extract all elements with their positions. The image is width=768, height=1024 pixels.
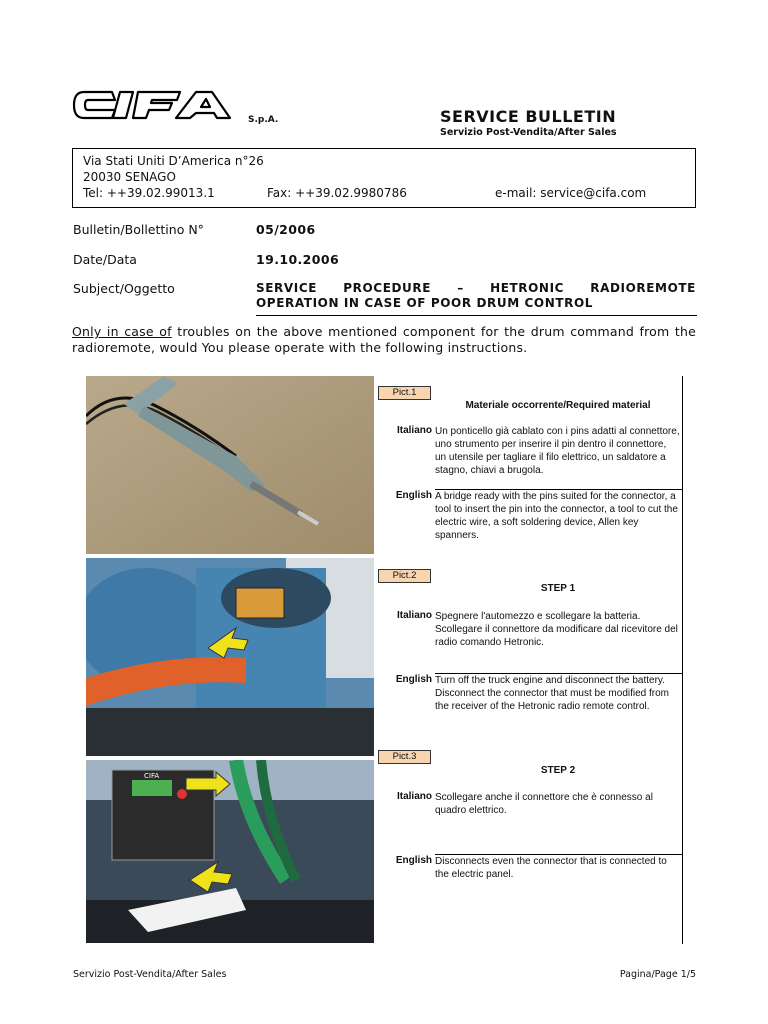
subject-word: SERVICE xyxy=(256,281,318,295)
subject-word: – xyxy=(457,281,464,295)
subject-label: Subject/Oggetto xyxy=(73,281,175,296)
bulletin-value: 05/2006 xyxy=(256,222,316,237)
photo-required-material xyxy=(86,376,374,554)
subject-value xyxy=(256,281,696,311)
step-text-italiano: Un ponticello già cablato con i pins adatti al connettore, uno strumento per inserire il pin dentro il connettore, un utensile per tagliare il filo elettrico, un saldatore a stagno, chiavi a brugola. xyxy=(435,426,680,476)
step-text-italiano: Spegnere l'automezzo e scollegare la batteria. Scollegare il connettore da modificare dal ricevitore del radio comando Hetronic. xyxy=(435,611,678,648)
table-right-border xyxy=(682,376,683,944)
lang-label-italiano: Italiano xyxy=(396,425,432,436)
address-city: 20030 SENAGO xyxy=(83,170,176,184)
date-value: 19.10.2006 xyxy=(256,252,340,267)
subject-word: RADIOREMOTE xyxy=(590,281,696,295)
pict-label-3: Pict.3 xyxy=(378,750,431,764)
step-text-english: Disconnects even the connector that is connected to the electric panel. xyxy=(435,856,667,880)
footer-left: Servizio Post-Vendita/After Sales xyxy=(73,969,227,980)
address-fax: Fax: ++39.02.9980786 xyxy=(267,186,407,200)
step-text-english: A bridge ready with the pins suited for the connector, a tool to insert the pin into the connector, a tool to cut the electric wire, a soft soldering device, Allen key spanners. xyxy=(435,491,678,541)
step-heading-2: STEP 1 xyxy=(540,583,576,594)
address-street: Via Stati Uniti D’America n°26 xyxy=(83,154,264,168)
subject-word: PROCEDURE xyxy=(343,281,432,295)
lang-label-italiano: Italiano xyxy=(396,610,432,621)
subject-divider xyxy=(256,315,697,316)
page-title: SERVICE BULLETIN xyxy=(440,107,617,126)
lang-label-english: English xyxy=(395,855,432,866)
step-text-english: Turn off the truck engine and disconnect the battery. Disconnect the connector that must be modified from the receiver of the Hetronic radio remote control. xyxy=(435,675,670,712)
photo-step2-electric-panel xyxy=(86,760,374,943)
step-heading-1: Materiale occorrente/Required material xyxy=(465,400,651,411)
page-subtitle: Servizio Post-Vendita/After Sales xyxy=(440,127,617,138)
intro-rest: troubles on the above mentioned component for the drum command from the radioremote, would You please operate with the following instructions. xyxy=(72,324,697,355)
panel-logo-text: CIFA xyxy=(144,772,160,780)
company-suffix: S.p.A. xyxy=(248,115,279,125)
step-heading-3: STEP 2 xyxy=(540,765,576,776)
date-label: Date/Data xyxy=(73,252,137,267)
address-box xyxy=(72,148,696,208)
intro-paragraph xyxy=(72,324,696,356)
step-text-italiano: Scollegare anche il connettore che è connesso al quadro elettrico. xyxy=(435,792,653,816)
pict-label-1: Pict.1 xyxy=(378,386,431,400)
photo-step1-receiver xyxy=(86,558,374,756)
lang-label-english: English xyxy=(395,674,432,685)
address-tel: Tel: ++39.02.99013.1 xyxy=(83,186,215,200)
bulletin-label: Bulletin/Bollettino N° xyxy=(73,222,204,237)
address-email[interactable]: e-mail: service@cifa.com xyxy=(495,186,647,200)
page-number: Pagina/Page 1/5 xyxy=(619,969,696,980)
subject-word: HETRONIC xyxy=(490,281,565,295)
cifa-logo xyxy=(72,86,232,124)
intro-underlined: Only in case of xyxy=(72,324,172,339)
lang-label-italiano: Italiano xyxy=(396,791,432,802)
pict-label-2: Pict.2 xyxy=(378,569,431,583)
lang-label-english: English xyxy=(395,490,432,501)
subject-line-2: OPERATION IN CASE OF POOR DRUM CONTROL xyxy=(256,296,594,310)
